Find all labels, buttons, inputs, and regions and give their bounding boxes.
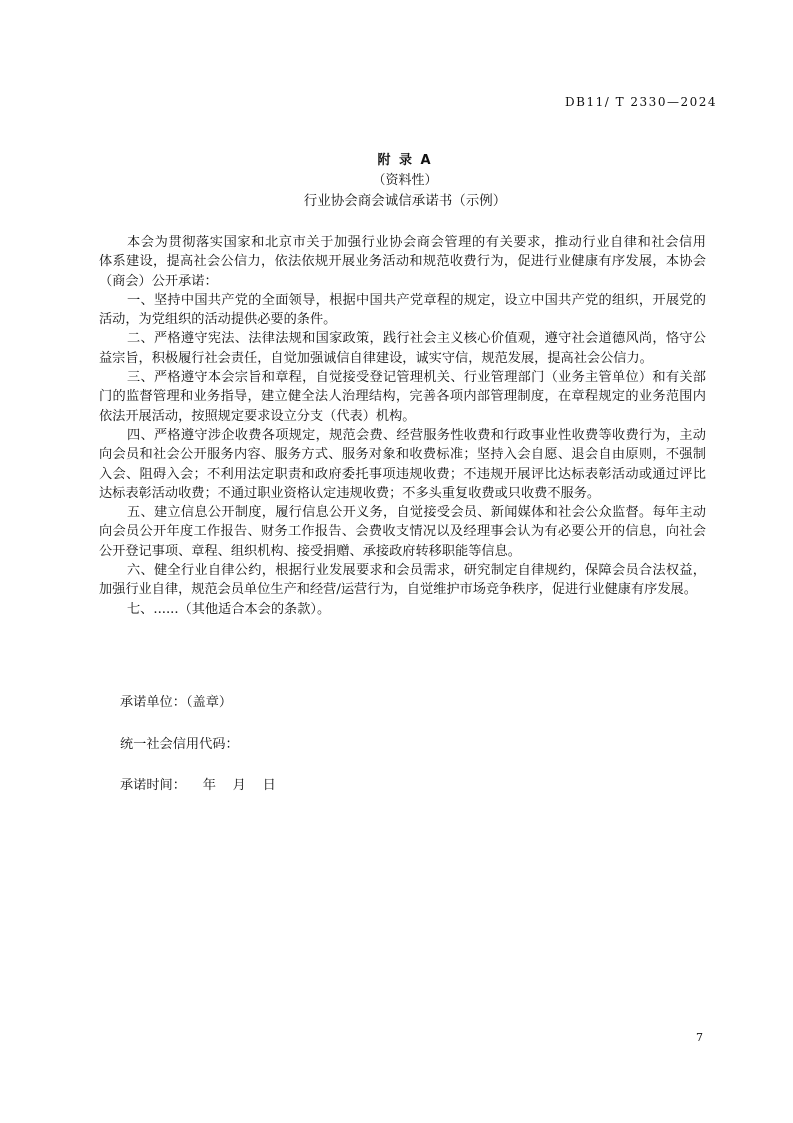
- paragraph: [99, 503, 706, 561]
- paragraph: [99, 329, 706, 368]
- paragraph-line: 本会为贯彻落实国家和北京市关于加强行业协会商会管理的有关要求，推动行业自律和社会信用: [127, 235, 706, 250]
- paragraph-line: （商会）公开承诺：: [99, 273, 218, 289]
- paragraph-line: 七、......（其他适合本会的条款）。: [127, 601, 331, 617]
- standard-code: DB11/ T 2330—2024: [565, 95, 717, 109]
- signature-unit: 承诺单位：（盖章）: [120, 695, 233, 710]
- paragraph-line: 二、严格遵守宪法、法律法规和国家政策，践行社会主义核心价值观，遵守社会道德风尚，恪守公: [127, 331, 706, 347]
- paragraph: [99, 368, 706, 426]
- paragraph-line: 依法开展活动，按照规定要求设立分支（代表）机构。: [99, 408, 416, 424]
- paragraph-line: 一、坚持中国共产党的全面领导，根据中国共产党章程的规定，设立中国共产党的组织，开展党的: [127, 292, 706, 308]
- paragraph: [99, 426, 706, 503]
- paragraph: [99, 561, 706, 600]
- paragraph-line: 活动，为党组织的活动提供必要的条件。: [99, 312, 337, 328]
- paragraph-line: 六、健全行业自律公约，根据行业发展要求和会员需求，研究制定自律规约，保障会员合法权益，: [127, 563, 706, 579]
- paragraph-line: 加强行业自律，规范会员单位生产和经营/运营行为，自觉维护市场竞争秩序，促进行业健康有序发展。: [99, 582, 697, 598]
- paragraph-line: 体系建设，提高社会公信力，依法依规开展业务活动和规范收费行为，促进行业健康有序发展，本协会: [99, 254, 706, 270]
- appendix-label: 附 录 A: [377, 153, 433, 168]
- paragraph-line: 四、严格遵守涉企收费各项规定，规范会费、经营服务性收费和行政事业性收费等收费行为，主动: [127, 427, 706, 443]
- paragraph-line: 达标表彰活动收费；不通过职业资格认定违规收费；不多头重复收费或只收费不服务。: [99, 485, 601, 501]
- paragraph-line: 益宗旨，积极履行社会责任，自觉加强诚信自律建设，诚实守信，规范发展，提高社会公信力。: [99, 350, 653, 366]
- signature-credit-code: 统一社会信用代码：: [120, 737, 239, 752]
- paragraph: [99, 291, 706, 330]
- paragraph: [99, 600, 706, 619]
- paragraph-line: 门的监督管理和业务指导，建立健全法人治理结构，完善各项内部管理制度，在章程规定的业务范围内: [99, 389, 706, 405]
- paragraph-line: 向会员公开年度工作报告、财务工作报告、会费收支情况以及经理事会认为有必要公开的信息，向社会: [99, 524, 706, 540]
- paragraph-line: 入会、阻碍入会；不利用法定职责和政府委托事项违规收费；不违规开展评比达标表彰活动或通过评比: [99, 466, 706, 482]
- page-number: 7: [696, 1031, 703, 1044]
- paragraph-line: 公开登记事项、章程、组织机构、接受捐赠、承接政府转移职能等信息。: [99, 543, 521, 559]
- paragraph-line: 五、建立信息公开制度，履行信息公开义务，自觉接受会员、新闻媒体和社会公众监督。每年主动: [127, 505, 706, 521]
- paragraph: [99, 233, 706, 291]
- document-body: [99, 233, 706, 619]
- paragraph-line: 三、严格遵守本会宗旨和章程，自觉接受登记管理机关、行业管理部门（业务主管单位）和有关部: [127, 370, 706, 386]
- appendix-nature: （资料性）: [372, 173, 438, 188]
- appendix-title: 行业协会商会诚信承诺书（示例）: [303, 193, 507, 209]
- paragraph-line: 向会员和社会公开服务内容、服务方式、服务对象和收费标准；坚持入会自愿、退会自由原则，不强制: [99, 447, 706, 463]
- signature-date: 承诺时间： 年 月 日: [120, 778, 276, 793]
